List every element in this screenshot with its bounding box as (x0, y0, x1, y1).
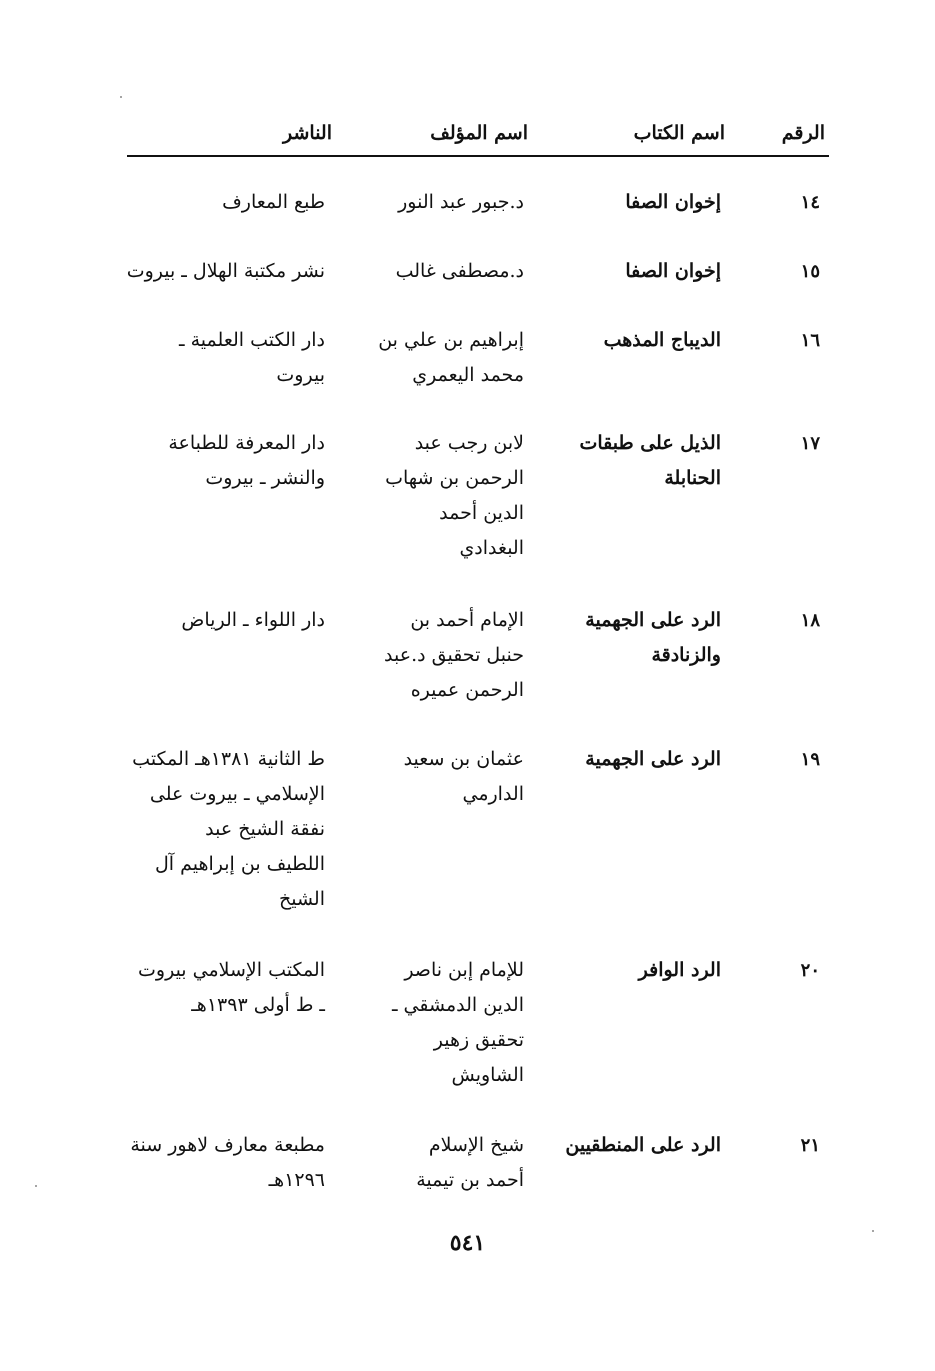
publisher-name-line: نشر مكتبة الهلال ـ بيروت (126, 260, 325, 282)
row-number: ٢٠ (800, 960, 820, 981)
row-number: ١٩ (800, 749, 820, 770)
book-title (551, 742, 721, 777)
author-name (359, 254, 524, 289)
publisher-name-line: دار اللواء ـ الرياض (181, 609, 325, 631)
author-name-line: محمد اليعمري (412, 364, 524, 386)
book-title (551, 603, 721, 673)
scan-speck (35, 1185, 37, 1187)
publisher-name-line: دار المعرفة للطباعة (168, 432, 325, 454)
book-title-line: الرد على الجهمية (585, 748, 721, 770)
author-name-line: الدين الدمشقي ـ (391, 994, 524, 1016)
publisher-name-line: المكتب الإسلامي بيروت (138, 959, 325, 981)
author-name-line: البغدادي (459, 537, 524, 559)
row-number: ١٥ (800, 261, 820, 282)
book-title-line: إخوان الصفا (625, 191, 721, 213)
row-number: ١٨ (800, 610, 820, 631)
author-name (359, 953, 524, 1093)
author-name-line: الإمام أحمد بن (410, 609, 524, 631)
publisher-name (110, 1128, 325, 1198)
author-name (359, 426, 524, 566)
book-title-line: إخوان الصفا (625, 260, 721, 282)
publisher-name-line: اللطيف بن إبراهيم آل (154, 853, 325, 875)
author-name-line: شيخ الإسلام (428, 1134, 524, 1156)
book-title-line: الديباج المذهب (603, 329, 721, 351)
author-name (359, 742, 524, 812)
author-name-line: تحقيق زهير (433, 1029, 524, 1051)
publisher-name-line: ١٢٩٦هـ (268, 1169, 325, 1191)
row-number: ١٧ (800, 433, 820, 454)
header-author: اسم المؤلف (430, 122, 528, 144)
publisher-name (110, 953, 325, 1023)
author-name-line: الرحمن عميره (410, 679, 524, 701)
scan-speck (872, 1230, 874, 1232)
author-name-line: د.جبور عبد النور (398, 191, 524, 213)
publisher-name-line: ـ ط أولى ١٣٩٣هـ (191, 994, 325, 1016)
publisher-name-line: والنشر ـ بيروت (205, 467, 325, 489)
author-name-line: الرحمن بن شهاب (385, 467, 524, 489)
author-name (359, 603, 524, 708)
author-name-line: الشاويش (451, 1064, 524, 1086)
publisher-name-line: الإسلامي ـ بيروت على (149, 783, 325, 805)
publisher-name (110, 426, 325, 496)
book-title (551, 185, 721, 220)
book-title-line: الرد على المنطقيين (565, 1134, 721, 1156)
row-number: ١٤ (800, 192, 820, 213)
author-name-line: لابن رجب عبد (414, 432, 524, 454)
author-name (359, 185, 524, 220)
author-name-line: حنبل تحقيق د.عبد (384, 644, 524, 666)
publisher-name-line: الشيخ (278, 888, 325, 910)
publisher-name (110, 254, 325, 289)
book-title-line: الحنابلة (664, 467, 721, 489)
row-number: ١٦ (800, 330, 820, 351)
header-publisher: الناشر (283, 122, 332, 144)
page-number: ٥٤١ (449, 1230, 486, 1256)
header-number: الرقم (781, 122, 825, 144)
publisher-name-line: نفقة الشيخ عبد (205, 818, 325, 840)
book-title-line: الذيل على طبقات (579, 432, 721, 454)
author-name-line: د.مصطفى غالب (395, 260, 524, 282)
header-book: اسم الكتاب (633, 122, 725, 144)
book-title (551, 254, 721, 289)
book-title (551, 953, 721, 988)
book-title (551, 323, 721, 358)
author-name-line: الدارمي (462, 783, 524, 805)
publisher-name-line: ط الثانية ١٣٨١هـ المكتب (132, 748, 325, 770)
table-header (0, 118, 935, 158)
author-name (359, 323, 524, 393)
row-number: ٢١ (800, 1135, 820, 1156)
author-name-line: الدين أحمد (439, 502, 524, 524)
publisher-name-line: بيروت (276, 364, 325, 386)
publisher-name-line: مطبعة معارف لاهور سنة (130, 1134, 325, 1156)
publisher-name (110, 742, 325, 917)
book-title-line: الرد الوافر (638, 959, 721, 981)
publisher-name-line: دار الكتب العلمية ـ (179, 329, 325, 351)
book-title-line: الرد على الجهمية (585, 609, 721, 631)
scan-speck (120, 96, 122, 98)
book-title-line: والزنادقة (651, 644, 721, 666)
publisher-name-line: طبع المعارف (222, 191, 325, 213)
author-name-line: عثمان بن سعيد (403, 748, 524, 770)
publisher-name (110, 603, 325, 638)
author-name (359, 1128, 524, 1198)
publisher-name (110, 323, 325, 393)
header-rule (127, 155, 829, 157)
book-title (551, 1128, 721, 1163)
author-name-line: أحمد بن تيمية (416, 1169, 524, 1191)
author-name-line: إبراهيم بن علي بن (378, 329, 524, 351)
author-name-line: للإمام إبن ناصر (404, 959, 524, 981)
book-title (551, 426, 721, 496)
publisher-name (110, 185, 325, 220)
